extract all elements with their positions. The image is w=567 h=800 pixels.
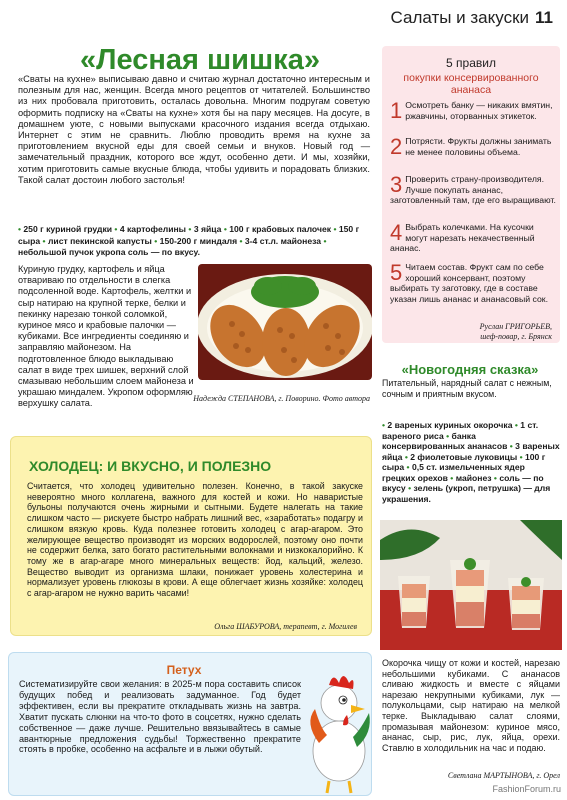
rule-item: 4 Выбрать колечками. На кусочки могут нарезать некачественный ананас.	[390, 220, 535, 254]
recipe-title: «Лесная шишка»	[80, 44, 320, 76]
ingredient: 2 вареных куриных окорочка	[387, 420, 513, 430]
rules-subtitle: покупки консервированного ананаса	[403, 72, 539, 96]
ingredient: 3 вареных яйца	[382, 441, 560, 462]
rule-item: 3 Проверить страну-производителя. Лучше покупать ананас, заготовленный там, где его выращивают.	[390, 172, 556, 206]
ingredient: 0,5 ст. измельченных ядер грецких орехов	[382, 462, 525, 483]
ingredient: майонез	[455, 472, 492, 483]
ingredient: 1 ст. вареного риса	[382, 420, 539, 441]
watermark: FashionForum.ru	[492, 784, 561, 794]
ingredient: 3 яйца	[193, 224, 222, 234]
holodets-box	[10, 436, 372, 636]
rules-box	[382, 46, 560, 343]
rules-title: 5 правил	[446, 56, 496, 70]
holodets-title: ХОЛОДЕЦ: И ВКУСНО, И ПОЛЕЗНО	[29, 458, 272, 474]
ny-salad-author: Светлана МАРТЫНОВА, г. Орел	[447, 771, 560, 780]
ingredient: 3-4 ст.л. майонеза	[244, 235, 322, 246]
rule-item: 5 Читаем состав. Фрукт сам по себе хороший консервант, поэтому выбирать ту заготовку, где в составе указан лишь ананас и ананасовый сок.	[390, 260, 549, 304]
rule-item: 1 Осмотреть банку — никаких вмятин, ржавчины, оторванных этикеток.	[390, 98, 553, 123]
section-title: Салаты и закуски	[390, 8, 530, 27]
horoscope-box	[8, 652, 372, 796]
salad-photo	[198, 264, 372, 380]
ingredient: банка консервированных ананасов	[382, 430, 508, 451]
ny-salad-title: «Новогодняя сказка»	[401, 362, 539, 377]
ingredient: 150 г сыра	[18, 224, 360, 246]
ingredient: 4 картофелины	[119, 224, 187, 234]
ingredient: 150-200 г миндаля	[159, 235, 238, 246]
ingredient: соль — по вкусу	[382, 472, 544, 493]
ingredient: соль — по вкусу.	[127, 247, 200, 257]
ny-salad-intro: Питательный, нарядный салат с нежным, сочным и приятным вкусом.	[382, 378, 552, 399]
ingredient: 250 г куриной грудки	[23, 224, 113, 234]
page-number: 11	[535, 8, 553, 27]
ny-ingredients-list: • 2 вареных куриных окорочка • 1 ст. вареного риса • банка консервированных ананасов • 3 вареных яйца • 2 фиолетовые луковицы • 100 г сыра • 0,5 ст. измельченных ядер грецких орехов • майонез • соль — по вкусу • зелень (укроп, петрушка) — для украшения.	[382, 420, 560, 504]
rules-author: Руслан ГРИГОРЬЕВ, шеф-повар, г. Брянск	[479, 322, 552, 341]
ingredient: 100 г крабовых палочек	[229, 224, 332, 234]
rule-item: 2 Потрясти. Фрукты должны занимать не менее половины объема.	[390, 134, 552, 159]
horoscope-title: Петух	[166, 663, 202, 677]
recipe-intro: «Сваты на кухне» выписываю давно и считаю журнал достаточно интересным и полезным для нас, женщин. Всегда много рецептов от читателей. Большинство из них пробовала приготовить, осталась довольна. Многим подругам советую оформить подписку на «Сваты на кухне» хотя бы на пару месяцев. На досуге, в домашнем уюте, с новыми выпусками красочного издания всегда отдыхаю. Интернет с этим не сравнить. Люблю проводить время на кухне за приготовлением вкусной еды для своей семьи и внуков. Новый год — замечательный праздник, которого все ждут, особенно дети. И мы, хозяйки, хотим приготовить самые вкусные блюда, чтобы удивить и порадовать близких. Такой салат достоин любого застолья!	[18, 74, 370, 185]
holodets-author: Ольга ШАБУРОВА, терапевт, г. Могилев	[214, 622, 357, 631]
ingredient: зелень (укроп, петрушка) — для украшения.	[382, 483, 551, 504]
ingredient: 100 г сыра	[382, 451, 546, 472]
holodets-text: Считается, что холодец удивительно полезен. Конечно, в такой закуске невероятно много коллагена, важного для костей и кожи. Но наваристые бульоны получаются очень жирными и сытными. Будете налегать на такие слишком часто — рискуете быстро набрать лишний вес, «заработать» подагру и слишком вязкую кровь. Куда полезнее готовить холодец с агар-агаром. Это желирующее вещество производят из морских водорослей, поэтому оно почти не содержит белка, зато богато растительными волокнами и низкокалорийно. К тому же в агар-агаре много минеральных веществ: йод, кальций, железо. Вещество выводит из организма шлаки, понижает уровень холестерина и нормализует уровень глюкозы в крови. А еще облегчает жизнь хозяйке: холодец с агар-агаром не нужно варить часами!	[27, 481, 363, 599]
ny-salad-photo	[380, 520, 562, 650]
ingredient: 2 фиолетовые луковицы	[410, 451, 518, 462]
ingredient: небольшой пучок укропа	[18, 247, 126, 257]
horoscope-text: Систематизируйте свои желания: в 2025-м пора составить список будущих побед и реализовать задуманное. Год будет эффективен, если вы прекратите откладывать жизнь на завтра. Хватит пускать слюнки на что-то фото в соцсетях, нужно сделать собственное — даже лучше. Решительно ввязывайтесь в самые авантюрные предложения судьбы! Торжественно прекратите стоять в пробке, особенно на асфальте и в лыжи обутый.	[19, 679, 301, 755]
recipe-author: Надежда СТЕПАНОВА, г. Поворино. Фото автора	[193, 394, 370, 403]
ingredients-list: • 250 г куриной грудки • 4 картофелины • 3 яйца • 100 г крабовых палочек • 150 г сыра • лист пекинской капусты • 150-200 г миндаля • 3-4 ст.л. майонеза • небольшой пучок укропа соль — по вкусу.	[18, 224, 360, 257]
rooster-illustration	[299, 653, 375, 797]
recipe-steps: Куриную грудку, картофель и яйца отвариваю по отдельности в слегка подсоленной воде. Картофель, желтки и сыр натираю на крупной терке, белки и пекинку нарезаю тонкой соломкой, куриное мясо и крабовые палочки — кубиками. Все ингредиенты соединяю и заправляю майонезом. На подготовленное блюдо выкладываю салат в виде трех шишек, верхний слой смазываю небольшим слоем майонеза и украшаю миндалем. Укропом оформляю верхушку салата.	[18, 264, 194, 409]
ingredient: лист пекинской капусты	[47, 235, 152, 246]
ny-salad-recipe: Окорочка чищу от кожи и костей, нарезаю небольшими кубиками. С ананасов сливаю жидкость и вместе с яйцами нарезаю некрупными кубиками, лук — полукольцами, сыр натираю на мелкой терке. Выкладываю салат слоями, промазывая майонезом: куриное мясо, ананас, сыр, рис, лук, яйца, орехи. Ставлю в холодильник на час и подаю.	[382, 658, 560, 753]
page-header	[391, 8, 553, 28]
